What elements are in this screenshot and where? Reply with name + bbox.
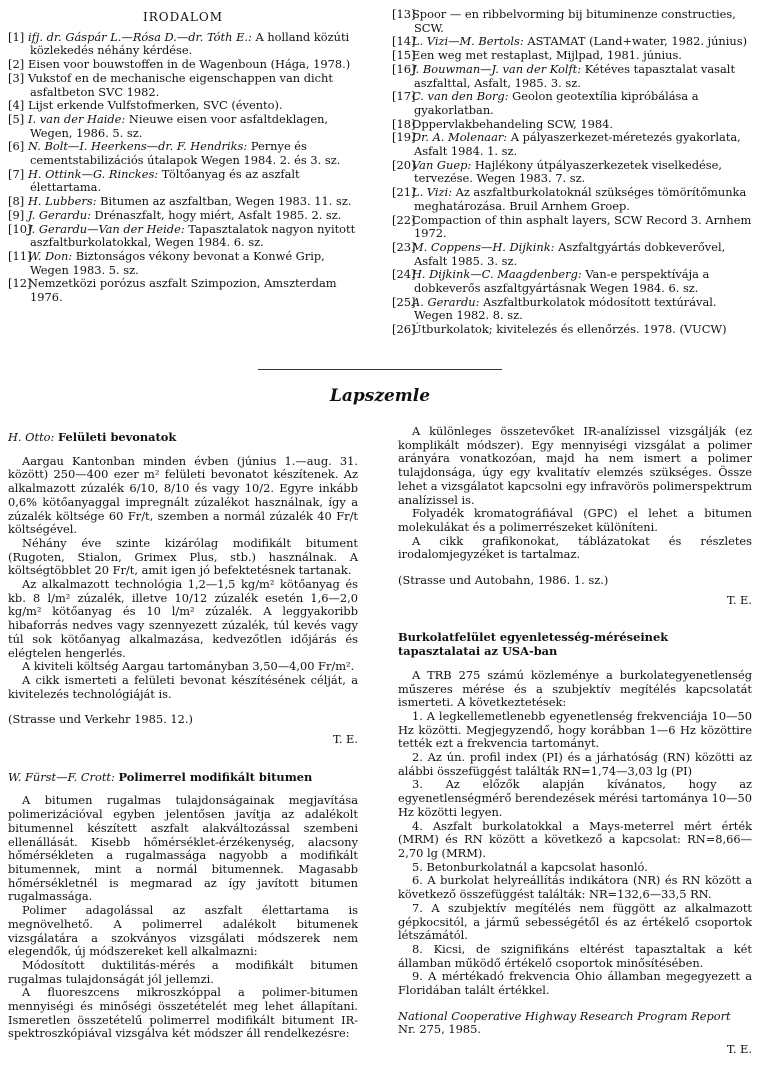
article1-signature: T. E.	[332, 732, 358, 747]
article2-signature: T. E.	[726, 592, 752, 607]
reference-text: A pályaszerkezet-méretezés gyakorlata, Asfalt 1984. 1. sz.	[414, 130, 741, 159]
article2-paragraph: A cikk grafikonokat, táblázatokat és részletes irodalomjegyzéket is tartalmaz.	[398, 533, 752, 562]
section-divider	[258, 369, 502, 370]
reference-number: [19]	[392, 130, 416, 145]
reference-item	[392, 159, 752, 186]
reference-text: ASTAMAT (Land+water, 1982. június)	[523, 34, 748, 49]
reference-item	[392, 268, 752, 295]
reference-number: [2]	[8, 57, 25, 72]
reference-text: Lijst erkende Vulfstofmerken, SVC (évento).	[28, 98, 283, 113]
article1-author: H. Otto:	[8, 430, 55, 444]
right-article-column	[398, 425, 752, 1057]
article3-paragraph: 5. Betonburkolatnál a kapcsolat hasonló.	[412, 859, 648, 874]
reference-item	[8, 58, 358, 72]
reference-text: Kétéves tapasztalat vasalt aszfalttal, Asfalt, 1985. 3. sz.	[414, 61, 736, 90]
article2-continued	[398, 425, 752, 562]
reference-author: ifj. dr. Gáspár L.—Rósa D.—dr. Tóth E.:	[28, 29, 252, 44]
reference-item	[8, 168, 358, 195]
reference-author: H. Lubbers:	[28, 194, 97, 209]
reference-item	[392, 49, 752, 63]
reference-text: Bitumen az aszfaltban, Wegen 1983. 11. sz.	[96, 194, 352, 209]
reference-text: Nemzetközi porózus aszfalt Szimpozion, Amszterdam 1976.	[28, 276, 337, 305]
reference-text: Útburkolatok; kivitelezés és ellenőrzés. 1978. (VUCW)	[412, 322, 727, 337]
article2-paragraph: A fluoreszcens mikroszkóppal a polimer-bitumen mennyiségi és minőségi összetételét meg lehet állapítani. Ismeretlen összetételű polimerrel modifikált bitument IR-spektroszkópiával vizsgálva két módszer áll rendelkezésre:	[8, 985, 358, 1041]
reference-number: [22]	[392, 212, 416, 227]
reference-number: [24]	[392, 267, 416, 282]
reference-text: Biztonságos vékony bevonat a Konwé Grip, Wegen 1983. 5. sz.	[30, 248, 325, 277]
reference-author: Dr. A. Molenaar:	[412, 130, 508, 145]
article2-title: Polimerrel modifikált bitumen	[118, 769, 313, 784]
references-heading: IRODALOM	[143, 10, 223, 24]
reference-author: H. Ottink—G. Rinckes:	[28, 166, 159, 181]
reference-text: Töltőanyag és az aszfalt élettartama.	[30, 166, 300, 195]
article1-title: Felületi bevonatok	[58, 430, 177, 444]
reference-author: L. Vizi:	[412, 185, 452, 200]
reference-item	[392, 118, 752, 132]
reference-item	[8, 140, 358, 167]
references-right-column	[392, 8, 752, 337]
references-left-column	[8, 8, 358, 305]
reference-number: [26]	[392, 322, 416, 337]
reference-number: [7]	[8, 166, 25, 181]
reference-author: M. Coppens—H. Dijkink:	[412, 239, 555, 254]
reference-text: Drénaszfalt, hogy miért, Asfalt 1985. 2. sz.	[90, 207, 342, 222]
reference-item	[8, 223, 358, 250]
reference-item	[8, 99, 358, 113]
reference-item	[8, 113, 358, 140]
article2-paragraph: A bitumen rugalmas tulajdonságainak megjavítása polimerizációval egyben jelentősen javítja az adalékolt bitumennel készített aszfalt alakváltozással szembeni ellenállását. Kisebb hőmérséklet-érzékenység, alacsony hőmérsékleten a rugalmassága nagyobb a modifikált bitumennek, mint a normál bitumennek. Magasabb hőmérsékletnél is megmarad az így javított bitumen rugalmassága.	[8, 793, 358, 904]
article3-signature: T. E.	[726, 1042, 752, 1057]
reference-author: H. Dijkink—C. Maagdenberg:	[412, 267, 582, 282]
article3-paragraph: 9. A mértékadó frekvencia Ohio államban megegyezett a Floridában talált értékkel.	[398, 969, 752, 998]
reference-text: Nieuwe eisen voor asfaltdeklagen, Wegen, 1986. 5. sz.	[30, 111, 329, 140]
references-list-right	[392, 8, 752, 337]
left-article-column	[8, 425, 358, 1041]
article1-paragraph: A cikk ismerteti a felületi bevonat készítésének célját, a kivitelezés technológiáját is.	[8, 672, 358, 701]
article3-source: National Cooperative Highway Research Program Report	[398, 1008, 731, 1023]
article2-paragraph: Folyadék kromatográfiával (GPC) el lehet a bitumen molekulákat és a polimerrészeket különíteni.	[398, 506, 752, 534]
reference-number: [10]	[8, 221, 32, 236]
reference-number: [5]	[8, 111, 25, 126]
reference-number: [25]	[392, 294, 416, 309]
reference-author: N. Bolt—I. Heerkens—dr. F. Hendriks:	[28, 139, 248, 154]
article2-paragraph: Polimer adagolással az aszfalt élettartama is megnövelhető. A polimerrel adalékolt bitumenek vizsgálatára a szokványos vizsgálati módszerek nem elegendők, új módszereket kell alkalmazni:	[8, 903, 358, 959]
reference-text: Aszfaltgyártás dobkeverővel, Asfalt 1985. 3. sz.	[414, 239, 726, 268]
reference-author: A. Gerardu:	[412, 294, 480, 309]
article2-source: (Strasse und Autobahn, 1986. 1. sz.)	[398, 573, 609, 588]
article3-body	[398, 669, 752, 998]
reference-item	[392, 186, 752, 213]
reference-author: W. Don:	[28, 248, 73, 263]
article3-paragraph: 1. A legkellemetlenebb egyenetlenség frekvenciája 10—50 Hz közötti. Megjegyzendő, hogy korábban 1—6 Hz közöttire tették ezt a frekvencia tartományt.	[398, 708, 752, 751]
reference-text: Az aszfaltburkolatoknál szükséges tömörítőmunka meghatározása. Bruil Arnhem Groep.	[414, 185, 747, 213]
section-title: Lapszemle	[329, 386, 431, 406]
reference-text: Geolon geotextília kipróbálása a gyakorlatban.	[414, 89, 699, 117]
reference-number: [1]	[8, 29, 25, 44]
reference-author: I. van der Haide:	[28, 111, 126, 126]
reference-number: [20]	[392, 157, 416, 172]
reference-text: Compaction of thin asphalt layers, SCW Record 3. Arnhem 1972.	[412, 212, 752, 241]
reference-text: Een weg met restaplast, Mijlpad, 1981. június.	[412, 48, 682, 63]
reference-number: [8]	[8, 194, 25, 209]
reference-text: Vukstof en de mechanische eigenschappen van dicht asfaltbeton SVC 1982.	[28, 70, 333, 99]
reference-number: [9]	[8, 207, 25, 222]
reference-item	[8, 277, 358, 304]
reference-number: [3]	[8, 70, 25, 85]
reference-number: [18]	[392, 116, 416, 131]
reference-text: Aszfaltburkolatok módosított textúrával. Wegen 1982. 8. sz.	[414, 294, 717, 323]
reference-text: Van-e perspektívája a dobkeverős aszfaltgyártásnak Wegen 1984. 6. sz.	[414, 267, 710, 296]
reference-number: [17]	[392, 89, 416, 104]
article1-header	[8, 431, 358, 445]
article1-paragraph: Néhány éve szinte kizárólag modifikált bitument (Rugoten, Stialon, Grimex Plus, stb.) használnak. A költségtöbblet 20 Fr/t, amit igen jó befektetésnek tartanak.	[8, 535, 358, 578]
reference-text: A holland közúti közlekedés néhány kérdése.	[30, 29, 350, 58]
reference-number: [12]	[8, 276, 32, 291]
reference-number: [6]	[8, 139, 25, 154]
reference-number: [11]	[8, 248, 32, 263]
article3-source-number: Nr. 275, 1985.	[398, 1022, 481, 1037]
reference-item	[392, 8, 752, 35]
reference-number: [14]	[392, 34, 416, 49]
article1-paragraph: A kiviteli költség Aargau tartományban 3,50—4,00 Fr/m².	[22, 659, 355, 674]
article2-header	[8, 771, 358, 785]
article2-paragraph: Módosított duktilitás-mérés a modifikált bitumen rugalmas tulajdonságát jól jellemzi.	[8, 957, 358, 986]
reference-item	[392, 323, 752, 337]
article3-paragraph: 2. Az ún. profil index (PI) és a járhatóság (RN) közötti az alábbi összefüggést találták RN=1,74—3,03 lg (PI)	[398, 750, 752, 778]
reference-author: J. Gerardu—Van der Heide:	[28, 221, 185, 236]
reference-text: Pernye és cementstabilizációs útalapok Wegen 1984. 2. és 3. sz.	[30, 139, 341, 168]
article1-paragraph: Aargau Kantonban minden évben (június 1.—aug. 31. között) 250—400 ezer m² felületi bevonatot készítenek. Az alkalmazott zúzalék 6/10, 8/10 és vagy 10/2. Egyre inkább 0,6% kötőanyaggal impregnált zúzalékot használnak, így a zúzalék költsége 60 Fr/t, szemben a normál zúzalék 40 Fr/t költségével.	[8, 453, 358, 537]
reference-author: Van Guep:	[412, 157, 472, 172]
reference-author: C. van den Borg:	[412, 89, 509, 104]
reference-text: Spoor — en ribbelvorming bij bituminenze constructies, SCW.	[412, 7, 736, 35]
article3-paragraph: 3. Az előzők alapján kívánatos, hogy az egyenetlenségmérő berendezések mérési tartománya 10—50 Hz közötti legyen.	[398, 777, 752, 819]
reference-text: Eisen voor bouwstoffen in de Wagenboun (Hága, 1978.)	[28, 57, 351, 72]
reference-number: [16]	[392, 61, 416, 76]
reference-item	[392, 214, 752, 241]
reference-item	[392, 90, 752, 117]
article3-paragraph: A TRB 275 számú közleménye a burkolategyenetlenség műszeres mérése és a szubjektív megítélés kapcsolatát ismerteti. A következtetések:	[398, 667, 752, 710]
article3-paragraph: 7. A szubjektív megítélés nem függött az alkalmazott gépkocsitól, a jármű sebességétől és az értékelő csoportok létszámától.	[398, 900, 752, 943]
references-list-left	[8, 31, 358, 305]
article2-paragraph: A különleges összetevőket IR-analízissel vizsgálják (ez komplikált módszer). Egy mennyiségi vizsgálat a polimer arányára vonatkozóan, majd ha nem ismert a polimer tulajdonsága, úgy egy kvalitatív elemzés szükséges. Össze lehet a vizsgálatot kapcsolni egy infravörös polimerspektrum analízissel is.	[398, 424, 752, 507]
article1-paragraph: Az alkalmazott technológia 1,2—1,5 kg/m² kötőanyag és kb. 8 l/m² zúzalék, illetve 10/12 zúzalék esetén 1,6—2,0 kg/m² kötőanyag és 10 l/m² zúzalék. A leggyakoribb hibaforrás nedves vagy szennyezett zúzalék, túl kevés vagy túl sok kötőanyag alkalmazása, kedvezőtlen időjárás és elégtelen hengerlés.	[8, 577, 358, 660]
article1-source: (Strasse und Verkehr 1985. 12.)	[8, 712, 193, 727]
reference-number: [4]	[8, 98, 25, 113]
reference-item	[392, 35, 752, 49]
reference-item	[392, 63, 752, 90]
reference-item	[8, 195, 358, 209]
article3-paragraph: 8. Kicsi, de szignifikáns eltérést tapasztaltak a két államban működő értékelő csoportok minősítésében.	[398, 941, 752, 970]
reference-author: J. Bouwman—J. van der Kolft:	[412, 61, 582, 76]
reference-author: J. Gerardu:	[28, 207, 91, 222]
article3-paragraph: 6. A burkolat helyreállítás indikátora (NR) és RN között a következő összefüggést találták: NR=132,6—33,5 RN.	[398, 873, 752, 902]
reference-item	[8, 209, 358, 223]
reference-number: [15]	[392, 48, 416, 63]
article3-title: Burkolatfelület egyenletesség-méréseinek tapasztalatai az USA-ban	[398, 630, 669, 659]
reference-number: [21]	[392, 185, 416, 200]
article2-body	[8, 794, 358, 1041]
article2-author: W. Fürst—F. Crott:	[8, 769, 115, 784]
reference-number: [13]	[392, 7, 416, 21]
reference-text: Oppervlakbehandeling SCW, 1984.	[412, 116, 614, 131]
reference-item	[8, 72, 358, 99]
reference-item	[392, 131, 752, 158]
reference-author: L. Vizi—M. Bertols:	[412, 34, 524, 49]
reference-item	[392, 296, 752, 323]
reference-text: Hajlékony útpályaszerkezetek viselkedése, tervezése. Wegen 1983. 7. sz.	[414, 157, 722, 186]
reference-item	[392, 241, 752, 268]
article1-body	[8, 455, 358, 702]
reference-number: [23]	[392, 239, 416, 254]
reference-item	[8, 31, 358, 58]
reference-text: Tapasztalatok nagyon nyitott aszfaltburkolatokkal, Wegen 1984. 6. sz.	[30, 221, 356, 250]
reference-item	[8, 250, 358, 277]
article3-paragraph: 4. Aszfalt burkolatokkal a Mays-meterrel mért érték (MRM) és RN között a következő a kapcsolat: RN=8,66—2,70 lg (MRM).	[398, 818, 752, 860]
